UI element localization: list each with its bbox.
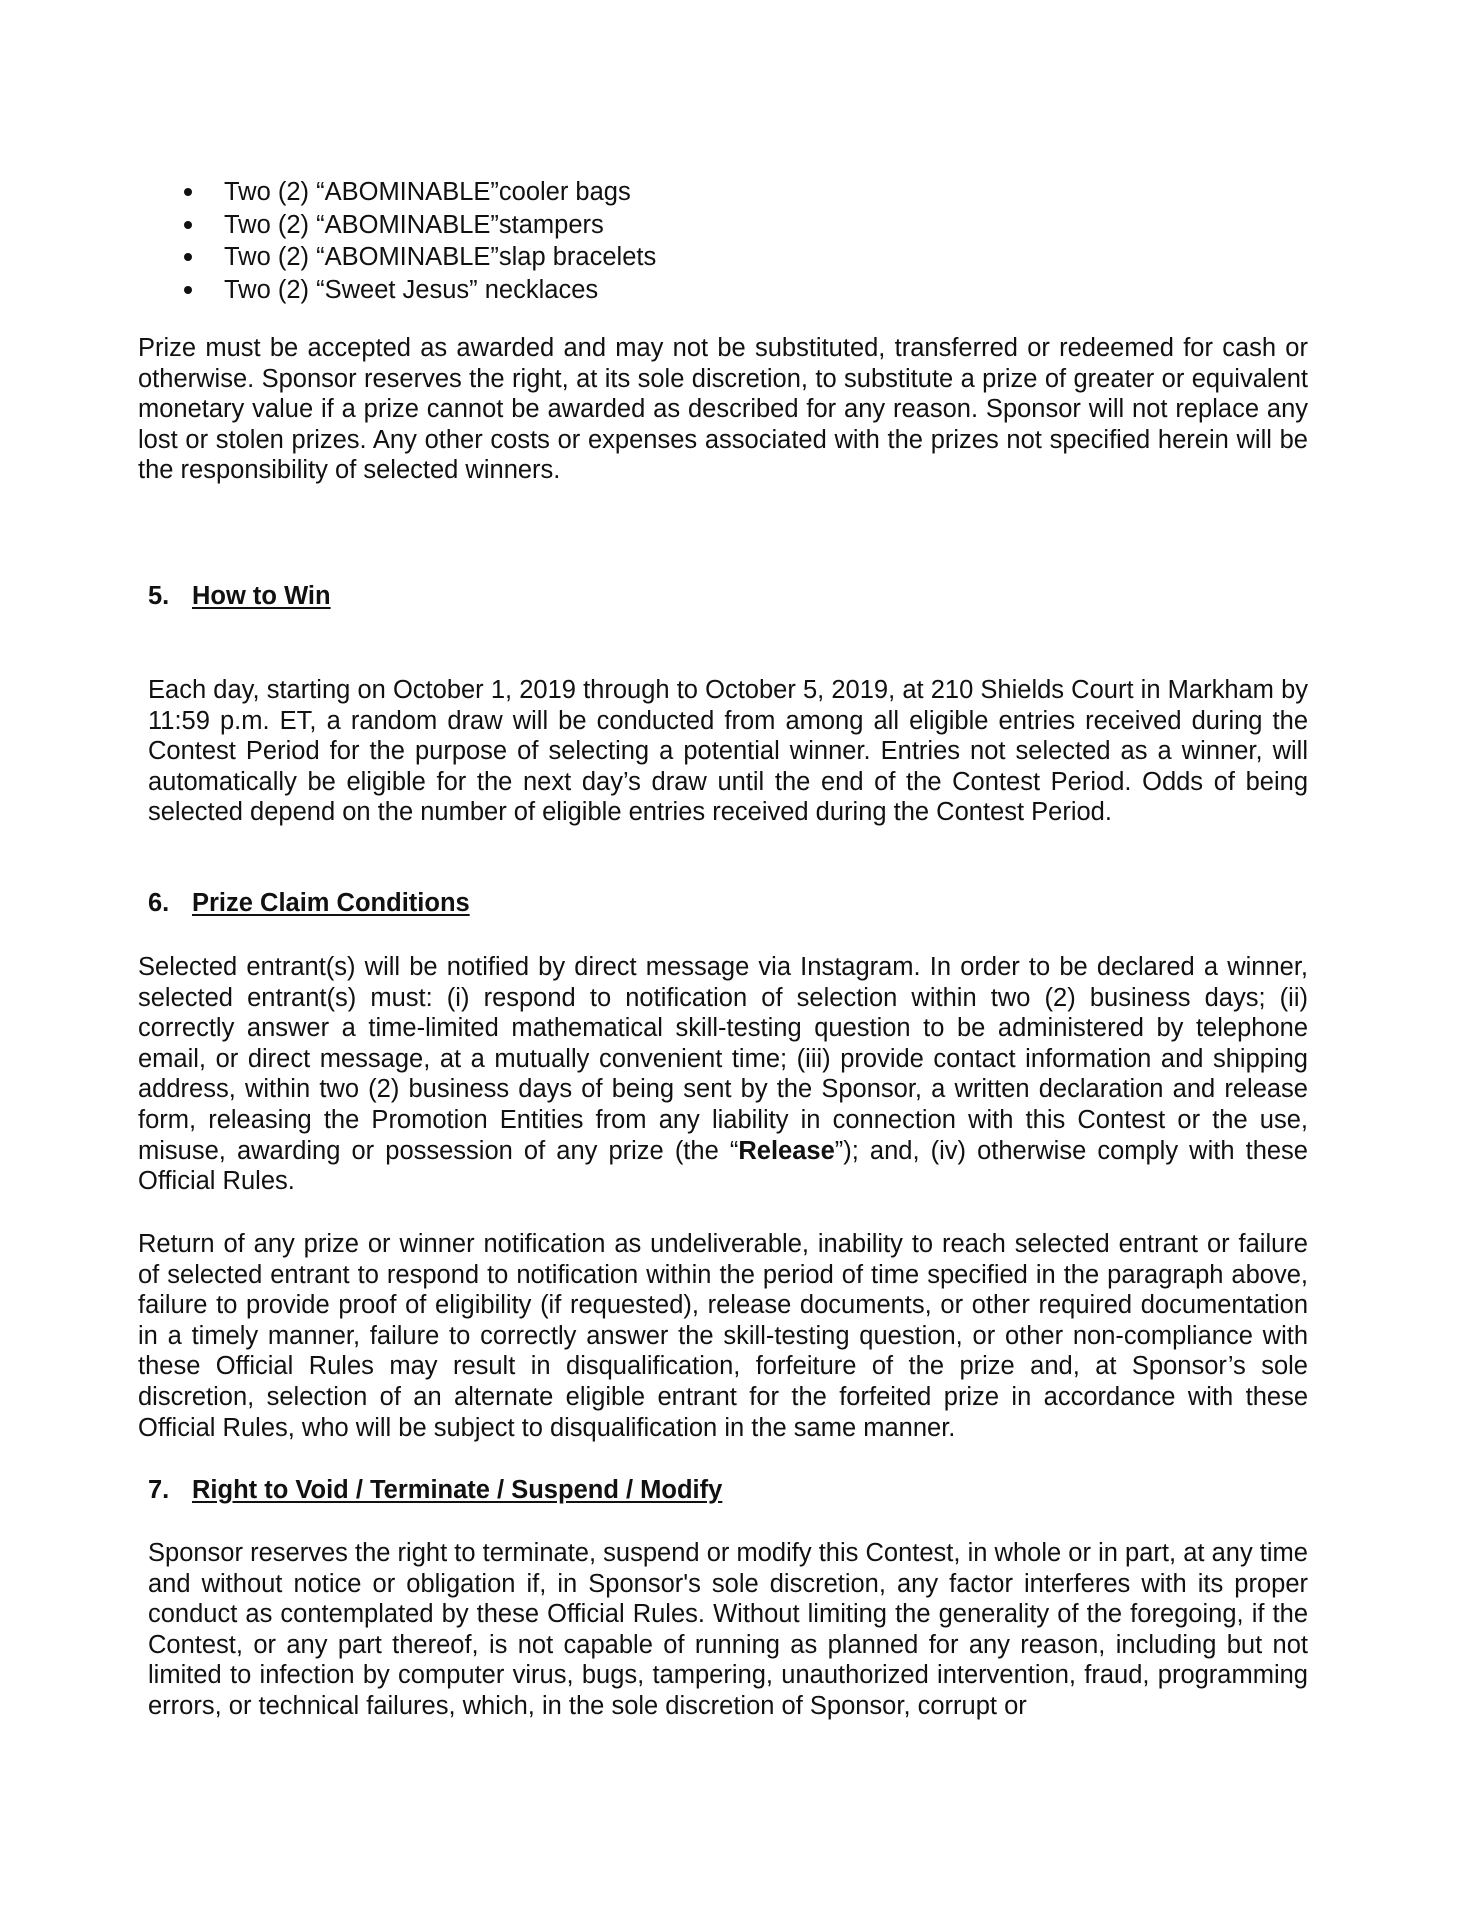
prize-claim-paragraph-1: Selected entrant(s) will be notified by direct message via Instagram. In order to be declared a winner, selected entrant(s) must: (i) respond to notification of selection within two (2) business days; (ii) correctly answer a time-limited mathematical skill-testing question to be administered by telephone email, or direct message, at a mutually convenient time; (iii) provide contact information and shipping address, within two (2) business days of being sent by the Sponsor, a written declaration and release form, releasing the Promotion Entities from any liability in connection with this Contest or the use, misuse, awarding or possession of any prize (the “Release”); and, (iv) otherwise comply with these Official Rules.	[138, 953, 1308, 1196]
prize-list	[138, 176, 656, 306]
prize-claim-paragraph-2: Return of any prize or winner notification as undeliverable, inability to reach selected entrant or failure of selected entrant to respond to notification within the period of time specified in the paragraph above, failure to provide proof of eligibility (if requested), release documents, or other required documentation in a timely manner, failure to correctly answer the skill-testing question, or other non-compliance with these Official Rules may result in disqualification, forfeiture of the prize and, at Sponsor’s sole discretion, selection of an alternate eligible entrant for the forfeited prize in accordance with these Official Rules, who will be subject to disqualification in the same manner.	[138, 1230, 1308, 1442]
list-item: Two (2) “ABOMINABLE”slap bracelets	[138, 241, 656, 274]
section-7-heading	[148, 1475, 722, 1505]
section-number: 5.	[148, 582, 170, 610]
section-title: Right to Void / Terminate / Suspend / Modify	[192, 1476, 723, 1504]
release-term: Release	[738, 1136, 835, 1165]
bullet-icon	[184, 286, 192, 294]
section-title: Prize Claim Conditions	[192, 889, 470, 917]
how-to-win-paragraph: Each day, starting on October 1, 2019 through to October 5, 2019, at 210 Shields Court in Markham by 11:59 p.m. ET, a random draw will be conducted from among all eligible entries received during the Contest Period for the purpose of selecting a potential winner. Entries not selected as a winner, will automatically be eligible for the next day’s draw until the end of the Contest Period. Odds of being selected depend on the number of eligible entries received during the Contest Period.	[148, 676, 1308, 827]
section-6-heading	[148, 888, 470, 918]
bullet-icon	[184, 221, 192, 229]
list-item: Two (2) “Sweet Jesus” necklaces	[138, 274, 656, 307]
list-item: Two (2) “ABOMINABLE”cooler bags	[138, 176, 656, 209]
section-number: 7.	[148, 1476, 170, 1504]
right-to-void-paragraph: Sponsor reserves the right to terminate, suspend or modify this Contest, in whole or in part, at any time and without notice or obligation if, in Sponsor's sole discretion, any factor interferes with its proper conduct as contemplated by these Official Rules. Without limiting the generality of the foregoing, if the Contest, or any part thereof, is not capable of running as planned for any reason, including but not limited to infection by computer virus, bugs, tampering, unauthorized intervention, fraud, programming errors, or technical failures, which, in the sole discretion of Sponsor, corrupt or	[148, 1539, 1308, 1720]
bullet-icon	[184, 188, 192, 196]
prize-conditions-paragraph: Prize must be accepted as awarded and may not be substituted, transferred or redeemed for cash or otherwise. Sponsor reserves the right, at its sole discretion, to substitute a prize of greater or equivalent monetary value if a prize cannot be awarded as described for any reason. Sponsor will not replace any lost or stolen prizes. Any other costs or expenses associated with the prizes not specified herein will be the responsibility of selected winners.	[138, 334, 1308, 485]
section-title: How to Win	[192, 582, 331, 610]
section-5-heading	[148, 581, 331, 611]
list-item: Two (2) “ABOMINABLE”stampers	[138, 209, 656, 242]
bullet-icon	[184, 253, 192, 261]
section-number: 6.	[148, 889, 170, 917]
